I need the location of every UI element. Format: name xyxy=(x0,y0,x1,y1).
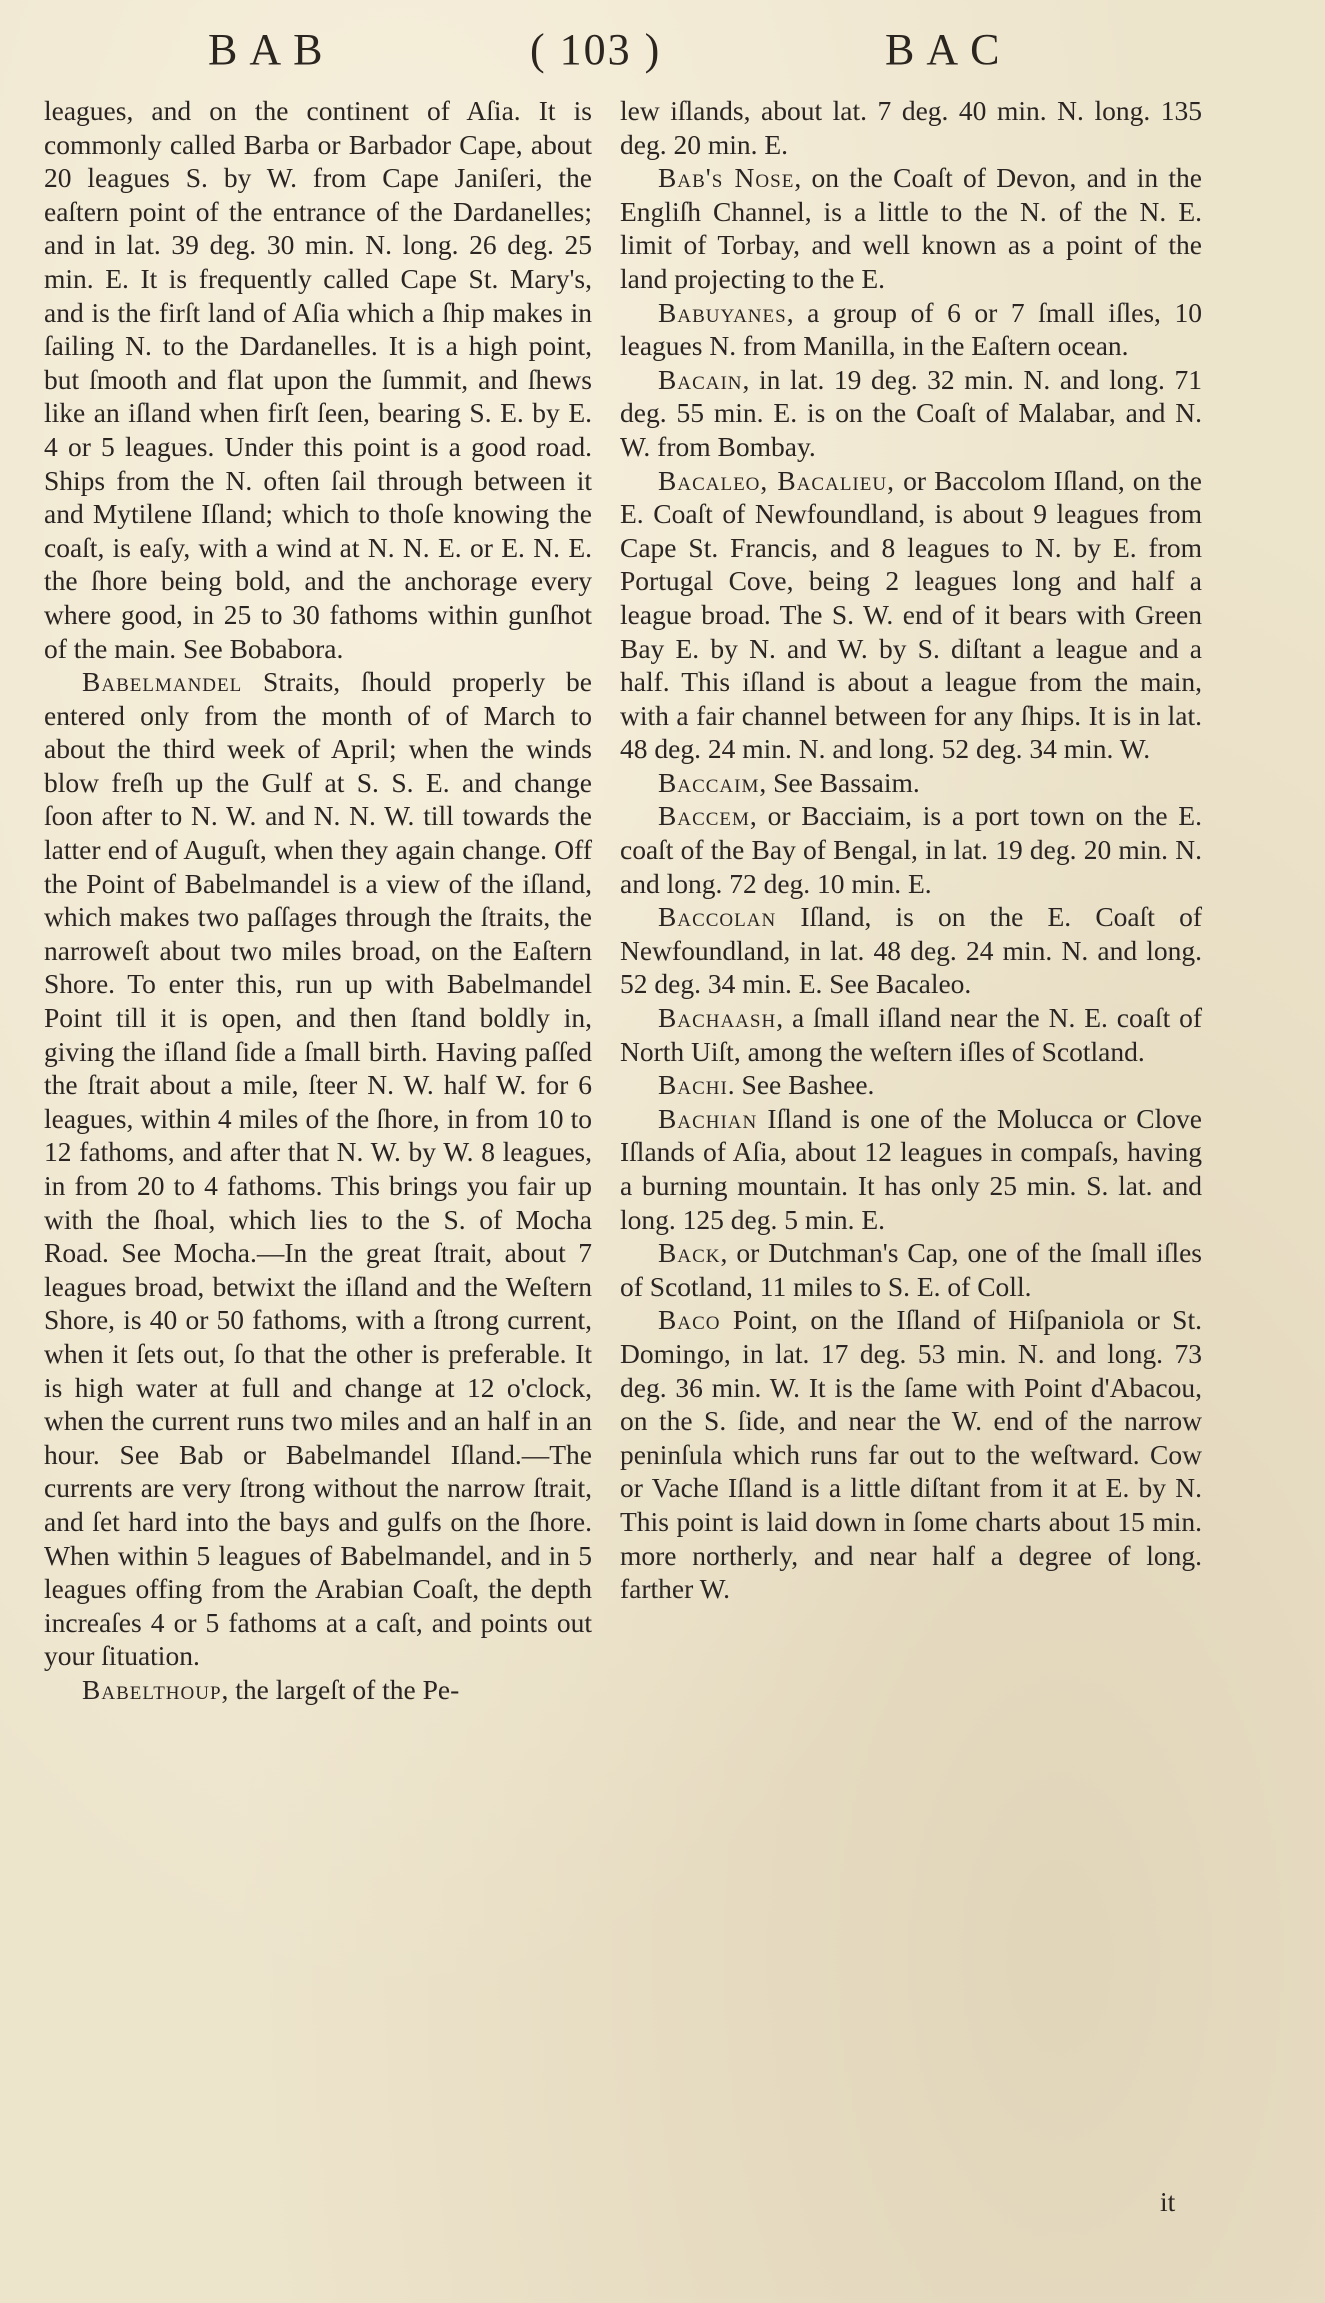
entry-paragraph xyxy=(44,94,592,665)
entry-heading: Bacain xyxy=(658,363,743,395)
entry-text: Iſland, is on the E. Coaſt of Newfoundland, in lat. 48 deg. 24 min. N. and long. 52 deg. 34 min. E. See Bacaleo. xyxy=(620,901,1202,1000)
entry-paragraph xyxy=(620,161,1202,295)
entry-text: , a group of 6 or 7 ſmall iſles, 10 leagues N. from Manilla, in the Eaſtern ocean. xyxy=(620,296,1202,362)
entry-text: , a ſmall iſland near the N. E. coaſt of North Uiſt, among the weſtern iſles of Scotland. xyxy=(620,1002,1202,1067)
entry-heading: Bachian xyxy=(658,1102,758,1134)
entry-text: , in lat. 19 deg. 32 min. N. and long. 71 deg. 55 min. E. is on the Coaſt of Malabar, and N. W. from Bombay. xyxy=(620,363,1202,462)
header-left-guide-word: BAB xyxy=(208,25,335,74)
entry-text: leagues, and on the continent of Aſia. It is commonly called Barba or Barbador Cape, about 20 leagues S. by W. from Cape Janiſeri, the eaſtern point of the entrance of the Dardanelles; and in lat. 39 deg. 30 min. N. long. 26 deg. 25 min. E. It is frequently called Cape St. Mary's, and is the firſt land of Aſia which a ſhip makes in ſailing N. to the Dardanelles. It is a high point, but ſmooth and flat upon the ſummit, and ſhews like an iſland when firſt ſeen, bearing S. E. by E. 4 or 5 leagues. Under this point is a good road. Ships from the N. often ſail through between it and Mytilene Iſland; which to thoſe knowing the coaſt, is eaſy, with a wind at N. N. E. or E. N. E. the ſhore being bold, and the anchorage every where good, in 25 to 30 fathoms within gunſhot of the main. See Bobabora. xyxy=(44,95,592,664)
entry-text: . See Bashee. xyxy=(727,1069,875,1101)
entry-paragraph xyxy=(44,1673,592,1707)
entry-heading: Bacaleo, Bacalieu, xyxy=(658,464,895,496)
entry-heading: Bachaash xyxy=(658,1002,777,1034)
entry-paragraph xyxy=(620,296,1202,363)
entry-paragraph xyxy=(620,799,1202,900)
entry-paragraph xyxy=(620,1303,1202,1605)
entry-heading: Bachi xyxy=(658,1069,728,1101)
entry-paragraph xyxy=(620,1102,1202,1236)
entry-text: or Baccolom Iſland, on the E. Coaſt of Newfoundland, is about 9 leagues from Cape St. Francis, and 8 leagues to N. by E. from Portugal Cove, being 2 leagues long and half a league broad. The S. W. end of it bears with Green Bay E. by N. and W. by S. diſtant a league and a half. This iſland is about a league from the main, with a fair channel between for any ſhips. It is in lat. 48 deg. 24 min. N. and long. 52 deg. 34 min. W. xyxy=(620,464,1203,765)
entry-paragraph xyxy=(620,1068,1202,1102)
entry-paragraph xyxy=(620,766,1202,800)
catchword: it xyxy=(1160,2186,1176,2217)
entry-heading: Bab's Nose xyxy=(658,162,795,194)
entry-paragraph xyxy=(620,1001,1202,1068)
entry-heading: Baco xyxy=(658,1304,721,1336)
entry-heading: Babelthoup xyxy=(82,1673,222,1705)
entry-text: lew iſlands, about lat. 7 deg. 40 min. N. long. 135 deg. 20 min. E. xyxy=(620,95,1202,160)
entry-text: Iſland is one of the Molucca or Clove Iſlands of Aſia, about 12 leagues in compaſs, having a burning mountain. It has only 25 min. S. lat. and long. 125 deg. 5 min. E. xyxy=(620,1102,1202,1235)
entry-paragraph xyxy=(620,363,1202,464)
entry-text: Point, on the Iſland of Hiſpaniola or St. Domingo, in lat. 17 deg. 53 min. N. and long. 73 deg. 36 min. W. It is the ſame with Point d'Abacou, on the S. ſide, and near the W. end of the narrow peninſula which runs far out to the weſtward. Cow or Vache Iſland is a little diſtant from it at E. by N. This point is laid down in ſome charts about 15 min. more northerly, and near half a degree of long. farther W. xyxy=(620,1304,1202,1605)
entry-heading: Babelmandel xyxy=(82,666,243,698)
entry-text: , or Dutchman's Cap, one of the ſmall iſles of Scotland, 11 miles to S. E. of Coll. xyxy=(620,1237,1202,1302)
entry-heading: Baccem xyxy=(658,800,750,832)
entry-paragraph xyxy=(620,464,1202,766)
header-right-guide-word: BAC xyxy=(885,25,1012,74)
entry-heading: Back xyxy=(658,1237,721,1269)
entry-heading: Baccaim xyxy=(658,766,760,798)
entry-paragraph xyxy=(44,665,592,1673)
entry-text: , See Bassaim. xyxy=(759,766,920,798)
page-number: ( 103 ) xyxy=(530,25,662,74)
entry-text: , on the Coaſt of Devon, and in the Engliſh Channel, is a little to the N. of the N. E. limit of Torbay, and well known as a point of the land projecting to the E. xyxy=(620,162,1203,294)
entry-paragraph xyxy=(620,900,1202,1001)
entry-text: , the largeſt of the Pe- xyxy=(221,1673,460,1705)
right-column xyxy=(620,94,1202,1606)
entry-heading: Baccolan xyxy=(658,901,777,933)
entry-text: , or Bacciaim, is a port town on the E. coaſt of the Bay of Bengal, in lat. 19 deg. 20 min. N. and long. 72 deg. 10 min. E. xyxy=(620,800,1202,899)
entry-paragraph xyxy=(620,94,1202,161)
entry-paragraph xyxy=(620,1236,1202,1303)
entry-text: Straits, ſhould properly be entered only from the month of of March to about the third week of April; when the winds blow freſh up the Gulf at S. S. E. and change ſoon after to N. W. and N. N. W. till towards the latter end of Auguſt, when they again change. Off the Point of Babelmandel is a view of the iſland, which makes two paſſages through the ſtraits, the narroweſt about two miles broad, on the Eaſtern Shore. To enter this, run up with Babelmandel Point till it is open, and then ſtand boldly in, giving the iſland ſide a ſmall birth. Having paſſed the ſtrait about a mile, ſteer N. W. half W. for 6 leagues, within 4 miles of the ſhore, in from 10 to 12 fathoms, and after that N. W. by W. 8 leagues, in from 20 to 4 fathoms. This brings you fair up with the ſhoal, which lies to the S. of Mocha Road. See Mocha.—In the great ſtrait, about 7 leagues broad, betwixt the iſland and the Weſtern Shore, is 40 or 50 fathoms, with a ſtrong current, when it ſets out, ſo that the other is preferable. It is high water at full and change at 12 o'clock, when the current runs two miles and an half in an hour. See Bab or Babelmandel Iſland.—The currents are very ſtrong without the narrow ſtrait, and ſet hard into the bays and gulfs on the ſhore. When within 5 leagues of Babelmandel, and in 5 leagues offing from the Arabian Coaſt, the depth increaſes 4 or 5 fathoms at a caſt, and points out your ſituation. xyxy=(44,666,592,1672)
running-head xyxy=(0,24,1325,84)
entry-heading: Babuyanes xyxy=(658,296,787,328)
left-column xyxy=(44,94,592,1707)
